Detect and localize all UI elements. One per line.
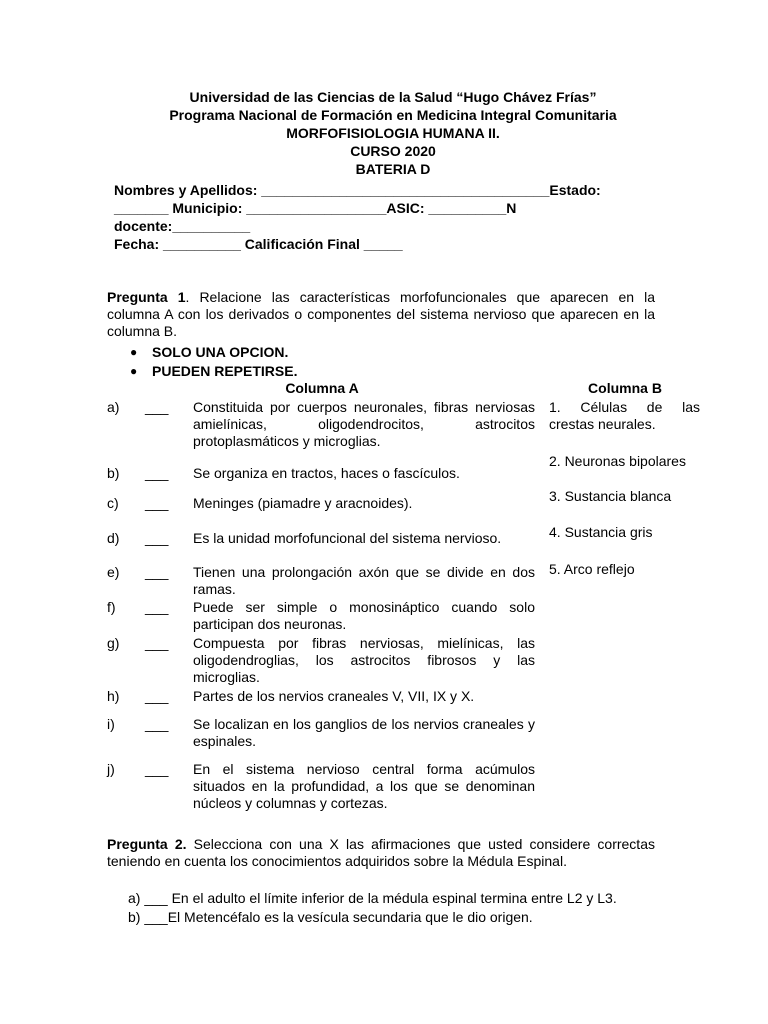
- column-b-item: 3. Sustancia blanca: [549, 488, 672, 504]
- column-a-title: Columna A: [285, 380, 359, 396]
- teacher-line: docente:__________: [114, 218, 251, 234]
- answer-blank[interactable]: ___: [145, 716, 169, 732]
- row-letter: f): [107, 599, 116, 615]
- answer-blank[interactable]: ___: [145, 599, 169, 615]
- row-letter: i): [107, 716, 115, 732]
- battery-label: BATERIA D: [355, 161, 431, 177]
- answer-blank[interactable]: ___: [145, 495, 169, 511]
- row-text: Se organiza en tractos, haces o fascículos.: [193, 465, 460, 481]
- question-1-label: Pregunta 1: [107, 289, 186, 305]
- column-b-item: 1. Células de las crestas neurales.: [549, 399, 700, 432]
- column-b-item: 5. Arco reflejo: [549, 561, 635, 577]
- column-b-item: 4. Sustancia gris: [549, 524, 653, 540]
- row-text: Tienen una prolongación axón que se divide en dos ramas.: [193, 564, 535, 597]
- instructions-list: [130, 343, 297, 381]
- row-letter: j): [107, 761, 115, 777]
- date-grade-line: Fecha: __________ Calificación Final _____: [114, 236, 403, 252]
- column-b-title: Columna B: [588, 380, 662, 396]
- answer-blank[interactable]: ___: [145, 564, 169, 580]
- question-2-text: Selecciona con una X las afirmaciones que usted considere correctas teniendo en cuenta los conocimientos adquiridos sobre la Médula Espinal.: [107, 836, 655, 869]
- question-1-prompt: [107, 289, 655, 340]
- row-letter: d): [107, 530, 120, 546]
- row-text: Compuesta por fibras nerviosas, mielínicas, las oligodendroglias, los astrocitos fibrosos y las microglias.: [193, 635, 535, 685]
- answer-blank[interactable]: ___: [145, 635, 169, 651]
- row-letter: a): [107, 399, 120, 415]
- program-name: Programa Nacional de Formación en Medicina Integral Comunitaria: [169, 107, 617, 123]
- statement-option[interactable]: b) ___El Metencéfalo es la vesícula secundaria que le dio origen.: [128, 909, 533, 925]
- instruction-item: ● SOLO UNA OPCION.: [130, 344, 289, 360]
- column-b-item: 2. Neuronas bipolares: [549, 453, 686, 469]
- statement-option[interactable]: a) ___ En el adulto el límite inferior de la médula espinal termina entre L2 y L3.: [128, 890, 617, 906]
- bullet-icon: ●: [130, 364, 138, 378]
- answer-blank[interactable]: ___: [145, 530, 169, 546]
- answer-blank[interactable]: ___: [145, 465, 169, 481]
- course-year: CURSO 2020: [350, 143, 436, 159]
- row-letter: h): [107, 688, 120, 704]
- student-info: [114, 181, 654, 253]
- row-text: Se localizan en los ganglios de los nervios craneales y espinales.: [193, 716, 535, 749]
- row-text: Es la unidad morfofuncional del sistema nervioso.: [193, 530, 502, 546]
- student-name-line: Nombres y Apellidos: _____________________________________Estado:: [114, 182, 601, 198]
- municipality-line: _______ Municipio: __________________ASIC: __________N: [114, 200, 517, 216]
- question-1-text: . Relacione las características morfofuncionales que aparecen en la columna A con los derivados o componentes del sistema nervioso que aparecen en la columna B.: [107, 289, 655, 339]
- question-2-options: [128, 890, 617, 928]
- row-letter: b): [107, 465, 120, 481]
- bullet-icon: ●: [130, 345, 138, 359]
- row-text: Meninges (piamadre y aracnoides).: [193, 495, 413, 511]
- row-letter: g): [107, 635, 120, 651]
- question-2-label: Pregunta 2.: [107, 836, 187, 852]
- university-name: Universidad de las Ciencias de la Salud “Hugo Chávez Frías”: [189, 89, 597, 105]
- row-letter: c): [107, 495, 119, 511]
- course-title: MORFOFISIOLOGIA HUMANA II.: [286, 125, 500, 141]
- row-text: Puede ser simple o monosináptico cuando solo participan dos neuronas.: [193, 599, 535, 632]
- row-text: Partes de los nervios craneales V, VII, IX y X.: [193, 688, 475, 704]
- instruction-item: ● PUEDEN REPETIRSE.: [130, 363, 298, 379]
- document-header: [108, 89, 678, 179]
- question-2-prompt: [107, 836, 655, 870]
- answer-blank[interactable]: ___: [145, 761, 169, 777]
- answer-blank[interactable]: ___: [145, 399, 169, 415]
- row-text: En el sistema nervioso central forma acúmulos situados en la profundidad, a los que se denominan núcleos y columnas y cortezas.: [193, 761, 535, 811]
- row-letter: e): [107, 564, 120, 580]
- answer-blank[interactable]: ___: [145, 688, 169, 704]
- row-text: Constituida por cuerpos neuronales, fibras nerviosas amielínicas, oligodendrocitos, astrocitos protoplasmáticos y microglias.: [193, 399, 535, 449]
